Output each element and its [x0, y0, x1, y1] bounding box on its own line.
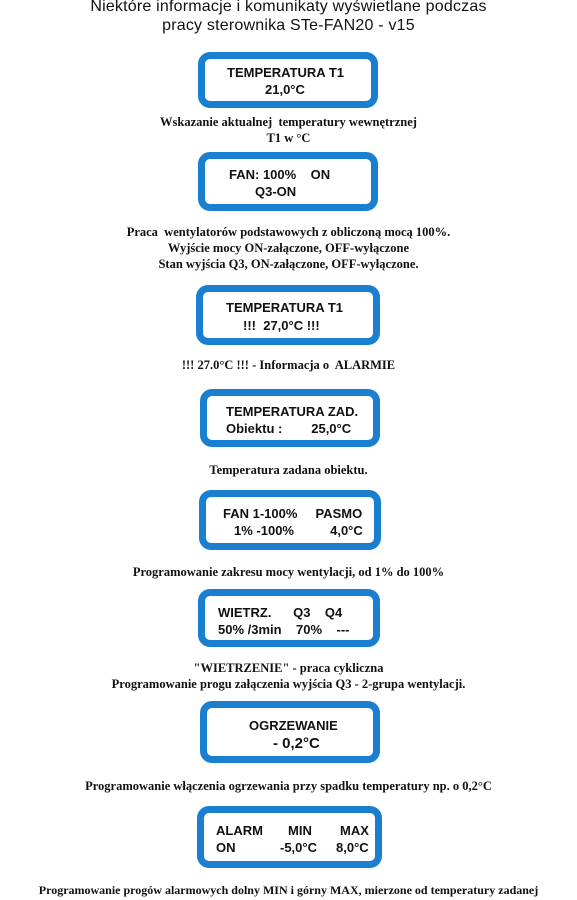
- display-line-2: Q3-ON: [255, 184, 297, 199]
- caption-line: Programowanie zakresu mocy wentylacji, od 1% do 100%: [132, 565, 445, 579]
- display-alarm-thresholds: [197, 806, 382, 868]
- caption-fan-range: [0, 564, 577, 580]
- display-line-1: OGRZEWANIE: [249, 718, 338, 733]
- display-line-1: TEMPERATURA T1: [226, 300, 343, 315]
- caption-set-temperature: [0, 462, 577, 478]
- caption-line: Programowanie progów alarmowych dolny MIN i górny MAX, mierzone od temperatury zadanej: [38, 883, 539, 897]
- display-line-1: TEMPERATURA T1: [227, 65, 344, 80]
- caption-line: T1 w °C: [266, 131, 311, 145]
- display-heating: [200, 701, 380, 763]
- display-line-1: WIETRZ. Q3 Q4: [218, 605, 343, 620]
- min-label: MIN: [288, 823, 312, 838]
- display-fan-range: [199, 490, 381, 550]
- min-value: -5,0°C: [280, 840, 317, 855]
- caption-line: Praca wentylatorów podstawowych z obliczoną mocą 100%.: [126, 225, 451, 239]
- display-temperature-t1: [198, 52, 378, 108]
- display-line-1: FAN: 100% ON: [229, 167, 331, 182]
- title-line-2: pracy sterownika STe-FAN20 - v15: [162, 17, 415, 34]
- alarm-label: ALARM: [216, 823, 263, 838]
- caption-heating: [0, 778, 577, 794]
- display-line-2: !!! 27,0°C !!!: [243, 318, 320, 333]
- caption-alarm-thresholds: [0, 882, 577, 898]
- display-set-temperature: [200, 389, 380, 447]
- max-value: 8,0°C: [336, 840, 369, 855]
- display-line-2: 50% /3min 70% ---: [218, 622, 350, 637]
- display-temperature-alarm: [196, 285, 380, 345]
- caption-alarm: [0, 357, 577, 373]
- page-title: [0, 0, 577, 35]
- title-line-1: Niektóre informacje i komunikaty wyświetlane podczas: [90, 0, 487, 15]
- caption-line: Programowanie progu załączenia wyjścia Q3 - 2-grupa wentylacji.: [111, 677, 466, 691]
- alarm-state: ON: [216, 840, 236, 855]
- caption-line: Wskazanie aktualnej temperatury wewnętrznej: [160, 115, 417, 129]
- display-line-2: Obiektu : 25,0°C: [226, 421, 352, 436]
- display-line-1: TEMPERATURA ZAD.: [226, 404, 359, 419]
- caption-fan-power: [0, 224, 577, 272]
- caption-temperature-t1: [0, 114, 577, 146]
- display-line-2: - 0,2°C: [273, 735, 320, 752]
- display-line-1: FAN 1-100% PASMO: [223, 506, 363, 521]
- caption-line: Wyjście mocy ON-załączone, OFF-wyłączone: [167, 241, 410, 255]
- display-line-2: 21,0°C: [265, 82, 305, 97]
- caption-line: !!! 27.0°C !!! - Informacja o ALARMIE: [181, 358, 396, 372]
- display-fan-power: [198, 152, 378, 211]
- display-ventilation: [198, 589, 380, 647]
- max-label: MAX: [340, 823, 369, 838]
- caption-line: Stan wyjścia Q3, ON-załączone, OFF-wyłączone.: [158, 257, 419, 271]
- caption-line: Programowanie włączenia ogrzewania przy spadku temperatury np. o 0,2°C: [85, 779, 492, 793]
- caption-line: Temperatura zadana obiektu.: [209, 463, 368, 477]
- caption-line: "WIETRZENIE" - praca cykliczna: [193, 661, 384, 675]
- caption-ventilation: [0, 660, 577, 692]
- display-line-2: 1% -100% 4,0°C: [234, 523, 363, 538]
